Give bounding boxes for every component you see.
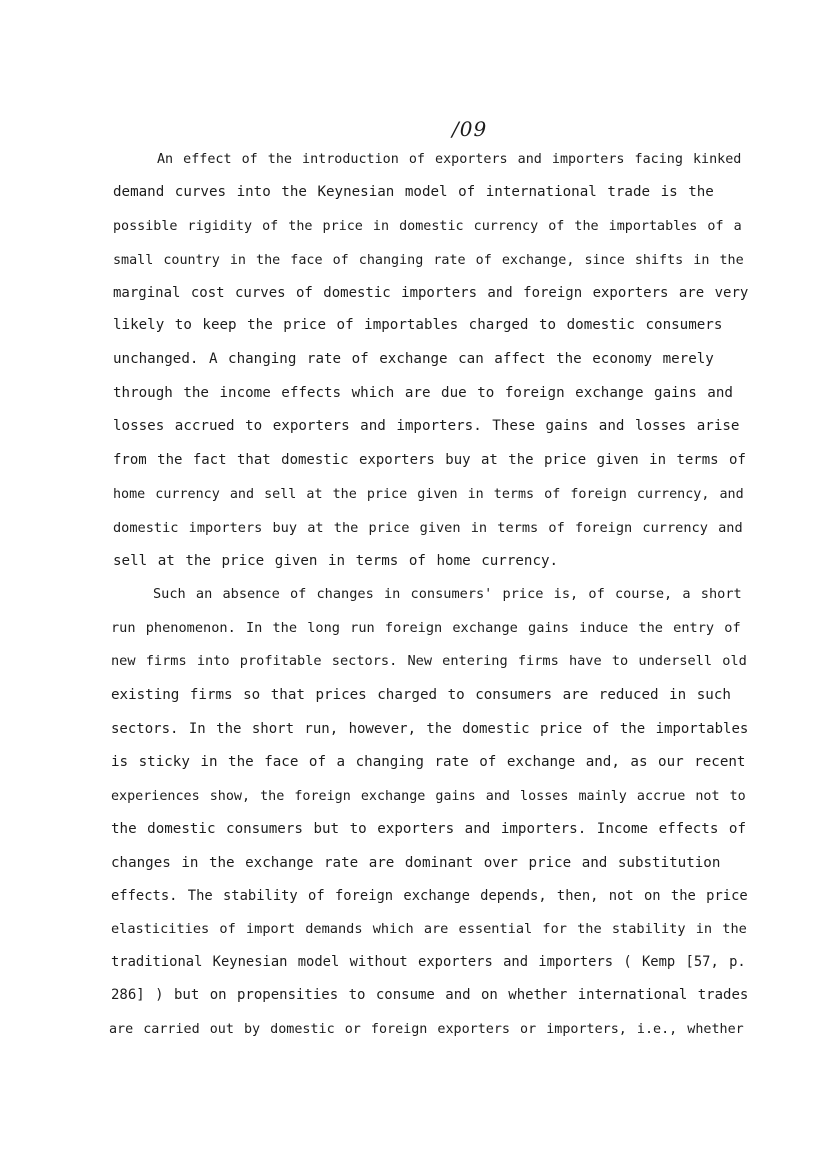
text-line: elasticities of import demands which are essential for the stability in the: [111, 921, 747, 937]
text-line: effects. The stability of foreign exchange depends, then, not on the price: [111, 888, 748, 904]
text-line: experiences show, the foreign exchange gains and losses mainly accrue not to: [111, 789, 746, 804]
text-line: traditional Keynesian model without exporters and importers ( Kemp [57, p.: [111, 954, 746, 970]
text-line: changes in the exchange rate are dominant over price and substitution: [111, 855, 721, 871]
text-line: the domestic consumers but to exporters and importers. Income effects of: [111, 821, 746, 837]
text-line: run phenomenon. In the long run foreign exchange gains induce the entry of: [111, 620, 741, 636]
text-line: losses accrued to exporters and importers. These gains and losses arise: [113, 418, 740, 434]
text-line: An effect of the introduction of exporters and importers facing kinked: [157, 152, 742, 167]
text-line: likely to keep the price of importables charged to domestic consumers: [113, 317, 723, 333]
text-line: possible rigidity of the price in domestic currency of the importables of a: [113, 219, 742, 234]
text-line: unchanged. A changing rate of exchange can affect the economy merely: [113, 351, 714, 367]
text-line: existing firms so that prices charged to consumers are reduced in such: [111, 687, 731, 703]
text-line: home currency and sell at the price given in terms of foreign currency, and: [113, 487, 744, 502]
text-line: through the income effects which are due to foreign exchange gains and: [113, 385, 733, 401]
text-line: from the fact that domestic exporters buy at the price given in terms of: [113, 452, 746, 468]
text-line: marginal cost curves of domestic importers and foreign exporters are very: [113, 285, 749, 301]
text-line: demand curves into the Keynesian model of international trade is the: [113, 184, 714, 200]
page-number: /09: [452, 117, 488, 141]
text-line: sectors. In the short run, however, the domestic price of the importables: [111, 721, 749, 737]
text-line: is sticky in the face of a changing rate of exchange and, as our recent: [111, 754, 746, 770]
text-line: Such an absence of changes in consumers' price is, of course, a short: [153, 586, 742, 602]
text-line: 286] ) but on propensities to consume and on whether international trades: [111, 987, 749, 1003]
text-line: new firms into profitable sectors. New entering firms have to undersell old: [111, 653, 747, 669]
text-line: small country in the face of changing rate of exchange, since shifts in the: [113, 253, 744, 268]
text-line: domestic importers buy at the price given in terms of foreign currency and: [113, 520, 743, 536]
text-line: are carried out by domestic or foreign exporters or importers, i.e., whether: [109, 1022, 744, 1037]
text-line: sell at the price given in terms of home currency.: [113, 553, 559, 569]
